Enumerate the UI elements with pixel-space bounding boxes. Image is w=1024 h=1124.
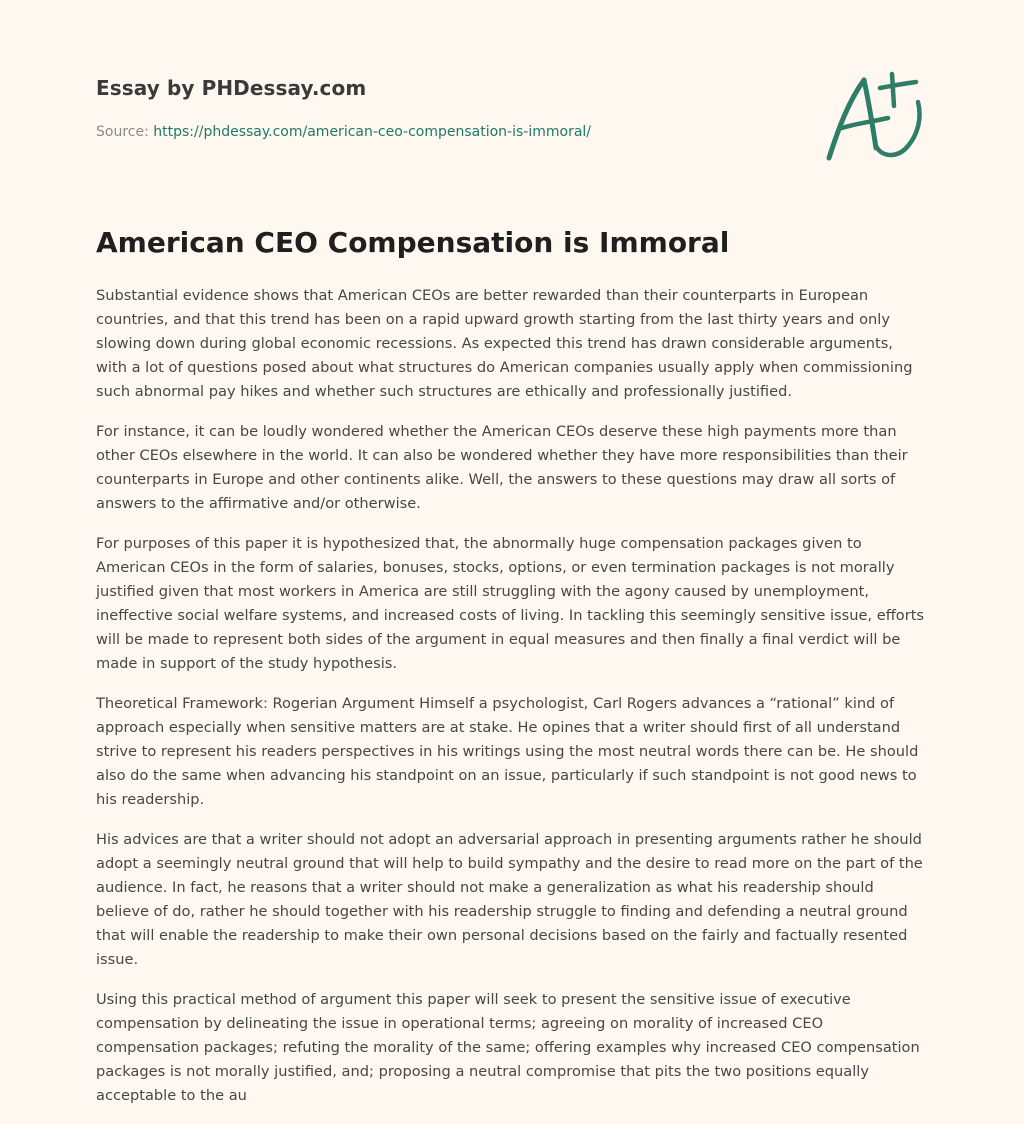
a-plus-grade-icon [824,68,928,164]
essay-paragraph: For instance, it can be loudly wondered whether the American CEOs deserve these high payments more than other CEOs elsewhere in the world. It can also be wondered whether they have more responsibilities than their counterparts in Europe and other continents alike. Well, the answers to these questions may draw all sorts of answers to the affirmative and/or otherwise. [96,423,908,512]
essay-paragraph: Substantial evidence shows that American CEOs are better rewarded than their counterparts in European countries, and that this trend has been on a rapid upward growth starting from the last thirty years and only slowing down during global economic recessions. As expected this trend has drawn considerable arguments, with a lot of questions posed about what structures do American companies usually apply when commissioning such abnormal pay hikes and whether such structures are ethically and professionally justified. [96,287,913,400]
source-link[interactable]: https://phdessay.com/american-ceo-compensation-is-immoral/ [153,124,592,140]
essay-paragraph: Theoretical Framework: Rogerian Argument Himself a psychologist, Carl Rogers advances a “rational” kind of approach especially when sensitive matters are at stake. He opines that a writer should first of all understand strive to represent his readers perspectives in his writings using the most neutral words there can be. He should also do the same when advancing his standpoint on an issue, particularly if such standpoint is not good news to his readership. [96,695,919,808]
essay-body [96,284,928,1124]
source-label: Source: [96,124,154,140]
site-brand: Essay by PHDessay.com [96,76,367,100]
essay-paragraph: Using this practical method of argument this paper will seek to present the sensitive issue of executive compensation by delineating the issue in operational terms; agreeing on morality of increased CEO compensation packages; refuting the morality of the same; offering examples why increased CEO compensation packages is not morally justified, and; proposing a neutral compromise that pits the two positions equally acceptable to the au [96,991,920,1104]
essay-paragraph: His advices are that a writer should not adopt an adversarial approach in presenting arguments rather he should adopt a seemingly neutral ground that will help to build sympathy and the desire to read more on the part of the audience. In fact, he reasons that a writer should not make a generalization as what his readership should believe of do, rather he should together with his readership struggle to finding and defending a neutral ground that will enable the readership to make their own personal decisions based on the fairly and factually resented issue. [96,831,923,968]
essay-title: American CEO Compensation is Immoral [96,226,730,259]
source-line [96,124,591,140]
essay-paragraph: For purposes of this paper it is hypothesized that, the abnormally huge compensation packages given to American CEOs in the form of salaries, bonuses, stocks, options, or even termination packages is not morally justified given that most workers in America are still struggling with the agony caused by unemployment, ineffective social welfare systems, and increased costs of living. In tackling this seemingly sensitive issue, efforts will be made to represent both sides of the argument in equal measures and then finally a final verdict will be made in support of the study hypothesis. [96,535,925,672]
